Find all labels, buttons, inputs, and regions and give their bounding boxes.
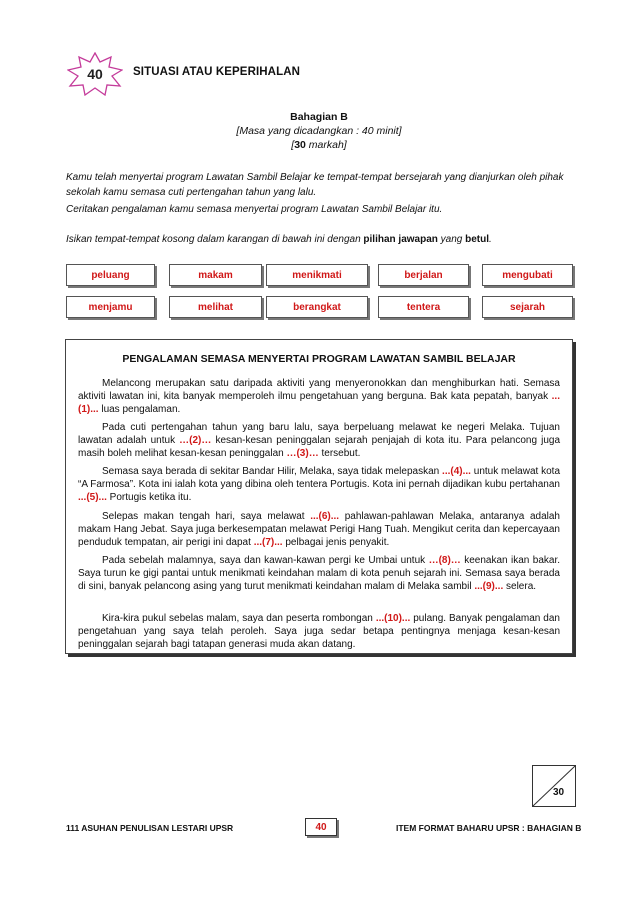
time-note: [Masa yang dicadangkan : 40 minit] xyxy=(236,125,402,137)
blank-3: …(3)… xyxy=(286,448,319,460)
blank-1: ...(1)... xyxy=(78,391,560,416)
intro-task: Ceritakan pengalaman kamu semasa menyertai program Lawatan Sambil Belajar itu. xyxy=(66,204,443,215)
word-chip: berjalan xyxy=(378,264,469,286)
word-chip: sejarah xyxy=(482,296,573,318)
word-chip: peluang xyxy=(66,264,155,286)
blank-7: ...(7)... xyxy=(253,537,283,549)
word-chip: menikmati xyxy=(266,264,368,286)
marks-note: [30 markah] xyxy=(291,139,347,151)
blank-8: …(8)… xyxy=(428,555,461,566)
essay-paragraph: Semasa saya berada di sekitar Bandar Hilir, Melaka, saya tidak melepaskan ...(4)... untuk melawat kota “A Farmosa”. Kota ini ialah kota yang dibina oleh tentera Portugis. Kota ini pernah dijadikan kubu pertahanan ...(5)... Portugis ketika itu. xyxy=(78,466,561,504)
word-chip: mengubati xyxy=(482,264,573,286)
essay-paragraph: Pada sebelah malamnya, saya dan kawan-kawan pergi ke Umbai untuk …(8)… keenakan ikan bakar. Saya turun ke gigi pantai untuk menikmati keindahan malam di kota penuh sejarah ini. Semasa saya berada di sini, banyak pelancong asing yang turut menikmati keindahan malam di Melaka sambil ...(9)... selera. xyxy=(78,555,560,593)
score-box xyxy=(532,765,576,807)
word-chip: melihat xyxy=(169,296,262,318)
word-chip: makam xyxy=(169,264,262,286)
blank-5: ...(5)... xyxy=(78,492,107,504)
essay-paragraph: Selepas makan tengah hari, saya melawat ...(6)... pahlawan-pahlawan Melaka, antaranya adalah makam Hang Jebat. Saya juga berkesempatan melawat Perigi Hang Tuah. Mengikut cerita dan kepercayaan penduduk tempatan, air perigi ini dapat ...(7)... pelbagai jenis penyakit. xyxy=(78,511,560,549)
page-number: 40 xyxy=(305,818,337,836)
footer-left: 111 ASUHAN PENULISAN LESTARI UPSR xyxy=(66,823,234,833)
page-title: SITUASI ATAU KEPERIHALAN xyxy=(133,66,301,78)
instruction: Isikan tempat-tempat kosong dalam karangan di bawah ini dengan pilihan jawapan yang betul. xyxy=(66,234,492,245)
intro-situation: Kamu telah menyertai program Lawatan Sambil Belajar ke tempat-tempat bersejarah yang dianjurkan oleh pihak sekolah kamu semasa cuti pertengahan tahun yang lalu. xyxy=(66,172,564,198)
score-value: 30 xyxy=(553,787,565,798)
essay-paragraph: Kira-kira pukul sebelas malam, saya dan peserta rombongan ...(10)... pulang. Banyak pengalaman dan pengetahuan yang saya telah peroleh. Saya juga sedar betapa pentingnya menjaga kesan-kesan peninggalan sejarah bagi tatapan generasi muda akan datang. xyxy=(78,613,560,651)
section-name: Bahagian B xyxy=(290,111,348,123)
blank-6: ...(6)... xyxy=(310,511,340,522)
word-chip: menjamu xyxy=(66,296,155,318)
footer-right: ITEM FORMAT BAHARU UPSR : BAHAGIAN B xyxy=(396,823,582,833)
badge-number: 40 xyxy=(87,66,103,82)
essay-paragraph: Melancong merupakan satu daripada aktiviti yang menyeronokkan dan menghiburkan hati. Semasa aktiviti lawatan ini, kita banyak memperoleh ilmu pengetahuan yang berguna. Bak kata pepatah, banyak ...(1)... luas pengalaman. xyxy=(78,378,560,416)
word-chip: tentera xyxy=(378,296,469,318)
blank-2: …(2)… xyxy=(179,435,212,447)
blank-9: ...(9)... xyxy=(474,581,504,593)
blank-4: ...(4)... xyxy=(442,466,471,477)
blank-10: ...(10)... xyxy=(375,613,411,624)
essay-title: PENGALAMAN SEMASA MENYERTAI PROGRAM LAWATAN SAMBIL BELAJAR xyxy=(122,353,516,365)
essay-box xyxy=(65,339,573,654)
word-chip: berangkat xyxy=(266,296,368,318)
essay-paragraph: Pada cuti pertengahan tahun yang baru lalu, saya berpeluang melawat ke negeri Melaka. Tujuan lawatan adalah untuk …(2)… kesan-kesan peninggalan sejarah penjajah di kota itu. Para pelancong juga masih boleh melihat kesan-kesan peninggalan …(3)… tersebut. xyxy=(78,422,561,460)
